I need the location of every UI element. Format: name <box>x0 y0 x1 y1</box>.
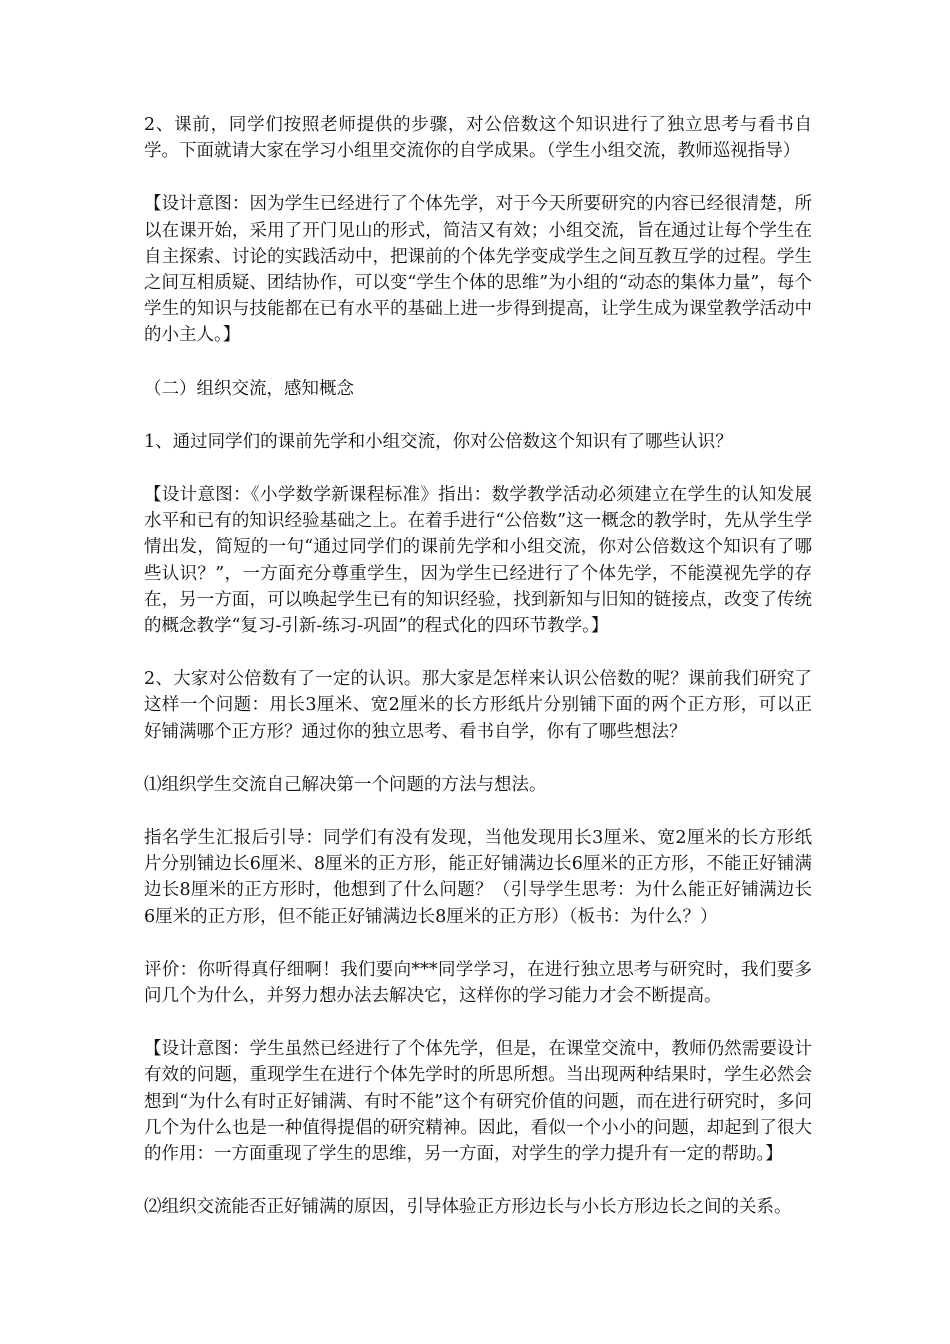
paragraph-step-1-exchange: ⑴组织学生交流自己解决第一个问题的方法与想法。 <box>144 774 547 795</box>
paragraph-question-2: 2、大家对公倍数有了一定的认识。那大家是怎样来认识公倍数的呢？课前我们研究了这样一个问题：用长3厘米、宽2厘米的长方形纸片分别铺下面的两个正方形，可以正好铺满哪个正方形？通过你的独立思考、看书自学，你有了哪些想法？ <box>144 669 812 742</box>
paragraph-question-1: 1、通过同学们的课前先学和小组交流，你对公倍数这个知识有了哪些认识？ <box>144 431 733 452</box>
paragraph-step-2-self-study: 2、课前，同学们按照老师提供的步骤，对公倍数这个知识进行了独立思考与看书自学。下面就请大家在学习小组里交流你的自学成果。（学生小组交流，教师巡视指导） <box>144 115 812 162</box>
paragraph-design-intent-group-exchange: 【设计意图：因为学生已经进行了个体先学，对于今天所要研究的内容已经很清楚，所以在课开始，采用了开门见山的形式，简洁又有效；小组交流，旨在通过让每个学生在自主探索、讨论的实践活动中，把课前的个体先学变成学生之间互教互学的过程。学生之间互相质疑、团结协作，可以变“学生个体的思维”为小组的“动态的集体力量”，每个学生的知识与技能都在已有水平的基础上进一步得到提高，让学生成为课堂教学活动中的小主人。】 <box>144 194 812 346</box>
section-heading-organize-exchange: （二）组织交流，感知概念 <box>144 378 354 399</box>
paragraph-step-2-reasons: ⑵组织交流能否正好铺满的原因，引导体验正方形边长与小长方形边长之间的关系。 <box>144 1197 792 1218</box>
paragraph-design-intent-curriculum: 【设计意图：《小学数学新课程标准》指出：数学教学活动必须建立在学生的认知发展水平和已有的知识经验基础之上。在着手进行“公倍数”这一概念的教学时，先从学生学情出发，简短的一句“通过同学们的课前先学和小组交流，你对公倍数这个知识有了哪些认识？”，一方面充分尊重学生，因为学生已经进行了个体先学，不能漠视先学的存在，另一方面，可以唤起学生已有的知识经验，找到新知与旧知的链接点，改变了传统的概念教学“复习-引新-练习-巩固”的程式化的四环节教学。】 <box>144 485 812 637</box>
paragraph-evaluation: 评价：你听得真仔细啊！我们要向***同学学习，在进行独立思考与研究时，我们要多问几个为什么，并努力想办法去解决它，这样你的学习能力才会不断提高。 <box>144 959 812 1007</box>
paragraph-design-intent-effective-questions: 【设计意图：学生虽然已经进行了个体先学，但是，在课堂交流中，教师仍然需要设计有效的问题，重现学生在进行个体先学时的所思所想。当出现两种结果时，学生必然会想到“为什么有时正好铺满、有时不能”这个有研究价值的问题，而在进行研究时，多问几个为什么也是一种值得提倡的研究精神。因此，看似一个小小的问题，却起到了很大的作用：一方面重现了学生的思维，另一方面，对学生的学力提升有一定的帮助。】 <box>144 1039 812 1165</box>
document-page <box>144 112 812 1248</box>
paragraph-guidance: 指名学生汇报后引导：同学们有没有发现，当他发现用长3厘米、宽2厘米的长方形纸片分别铺边长6厘米、8厘米的正方形，能正好铺满边长6厘米的正方形，不能正好铺满边长8厘米的正方形时，他想到了什么问题？（引导学生思考：为什么能正好铺满边长6厘米的正方形，但不能正好铺满边长8厘米的正方形）（板书：为什么？） <box>144 828 812 927</box>
